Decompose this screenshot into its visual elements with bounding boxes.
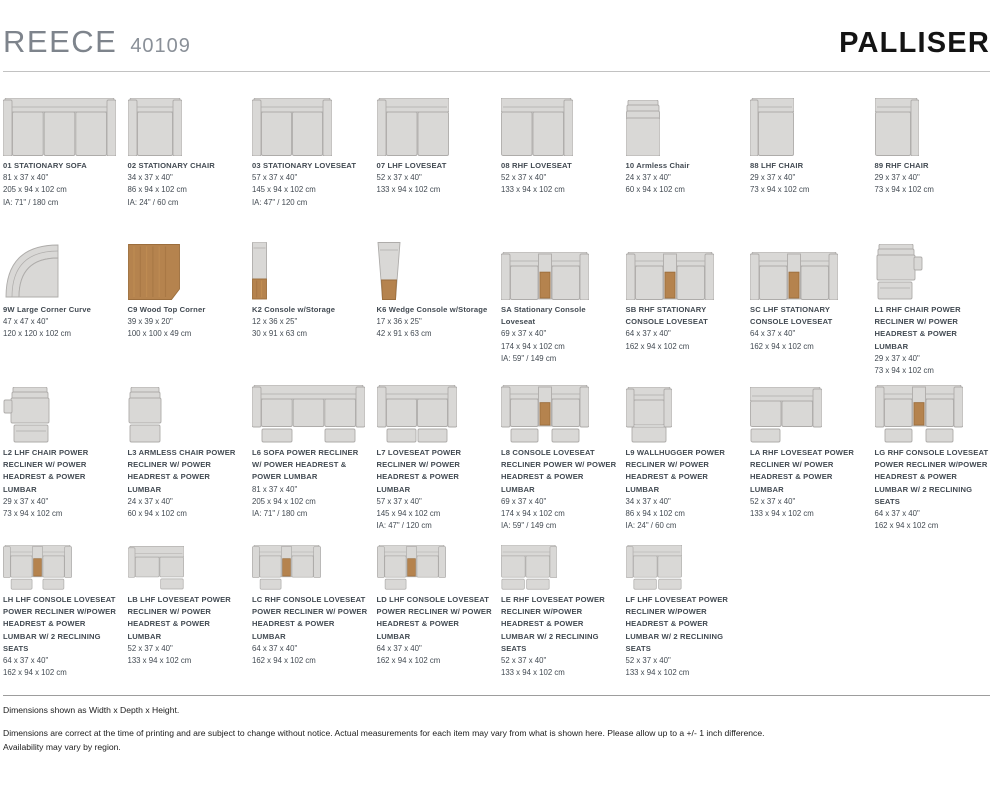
product-card bbox=[377, 238, 493, 381]
product-dimension: 133 x 94 x 102 cm bbox=[376, 185, 441, 195]
product-card bbox=[252, 94, 368, 238]
product-name: 01 STATIONARY SOFA bbox=[3, 161, 87, 170]
product-dimension: 73 x 94 x 102 cm bbox=[874, 366, 934, 376]
product-row bbox=[3, 238, 990, 381]
wedge-console-top-view-icon bbox=[377, 238, 493, 300]
product-name: 10 Armless Chair bbox=[625, 161, 690, 170]
dimensions-note: Dimensions shown as Width x Depth x Height. bbox=[3, 705, 180, 715]
recliner-loveseat-top-view-icon bbox=[377, 381, 493, 443]
product-card bbox=[501, 238, 617, 381]
product-row bbox=[3, 94, 990, 238]
product-dimension: 64 x 37 x 40" bbox=[252, 643, 298, 653]
product-dimension: IA: 71" / 180 cm bbox=[3, 197, 59, 207]
product-dimension: 162 x 94 x 102 cm bbox=[3, 668, 67, 678]
product-dimension: 24 x 37 x 40" bbox=[625, 173, 671, 183]
product-dimension: 205 x 94 x 102 cm bbox=[252, 496, 316, 506]
product-card bbox=[501, 94, 617, 238]
product-dimension: 52 x 37 x 40" bbox=[501, 173, 547, 183]
product-dimension: 52 x 37 x 40" bbox=[501, 656, 547, 666]
product-dimension: IA: 24" / 60 cm bbox=[625, 521, 677, 531]
product-dimension: 73 x 94 x 102 cm bbox=[874, 185, 934, 195]
product-dimension: 47 x 47 x 40" bbox=[3, 317, 49, 327]
product-name: L9 WALLHUGGER POWER RECLINER W/ POWER HEADREST & POWER LUMBAR bbox=[625, 448, 725, 494]
recliner-console-one-top-view-icon bbox=[377, 543, 493, 590]
product-dimension: 145 x 94 x 102 cm bbox=[252, 185, 316, 195]
product-row bbox=[3, 543, 990, 695]
brand-logo: PALLISER bbox=[839, 27, 990, 59]
console-top-view-icon bbox=[252, 238, 368, 300]
product-dimension: 162 x 94 x 102 cm bbox=[376, 656, 441, 666]
product-card bbox=[128, 94, 244, 238]
product-name: LE RHF LOVESEAT POWER RECLINER W/POWER HEADREST & POWER LUMBAR W/ 2 RECLINING SEATS bbox=[501, 595, 605, 653]
recliner-loveseat-one-rhf-top-view-icon bbox=[750, 381, 866, 443]
recliner-loveseat-two-rhf-top-view-icon bbox=[501, 543, 617, 590]
chair-top-view-icon bbox=[128, 94, 244, 156]
product-name: LD LHF CONSOLE LOVESEAT POWER RECLINER W/ POWER HEADREST & POWER LUMBAR bbox=[376, 595, 492, 641]
product-dimension: 73 x 94 x 102 cm bbox=[750, 185, 810, 195]
product-dimension: 64 x 37 x 40" bbox=[3, 656, 49, 666]
product-dimension: 12 x 36 x 25" bbox=[252, 317, 298, 327]
product-name: L6 SOFA POWER RECLINER W/ POWER HEADREST & POWER LUMBAR bbox=[252, 448, 359, 482]
product-dimension: 133 x 94 x 102 cm bbox=[501, 668, 565, 678]
product-dimension: 24 x 37 x 40" bbox=[127, 496, 173, 506]
product-dimension: 39 x 39 x 20" bbox=[127, 317, 173, 327]
product-dimension: 86 x 94 x 102 cm bbox=[127, 185, 187, 195]
product-dimension: 57 x 37 x 40" bbox=[252, 173, 298, 183]
product-card bbox=[501, 543, 617, 695]
chair-lhf-top-view-icon bbox=[750, 94, 866, 156]
product-card bbox=[3, 94, 119, 238]
recliner-console-loveseat-top-view-icon bbox=[3, 543, 119, 590]
product-dimension: 69 x 37 x 40" bbox=[501, 329, 547, 339]
product-dimension: 133 x 94 x 102 cm bbox=[625, 668, 690, 678]
product-dimension: 52 x 37 x 40" bbox=[376, 173, 422, 183]
product-name: 03 STATIONARY LOVESEAT bbox=[252, 161, 357, 170]
recliner-console-loveseat-top-view-icon bbox=[501, 381, 617, 443]
product-dimension: 34 x 37 x 40" bbox=[625, 496, 671, 506]
product-name: 88 LHF CHAIR bbox=[750, 161, 804, 170]
product-dimension: IA: 59" / 149 cm bbox=[501, 521, 557, 531]
product-dimension: 52 x 37 x 40" bbox=[750, 496, 796, 506]
disclaimer-line: Dimensions are correct at the time of printing and are subject to change without notice. Actual measurements for each item may vary from what is shown here. Please allow up to a +/- 1 inch difference. bbox=[3, 728, 765, 738]
product-dimension: 29 x 37 x 40" bbox=[3, 496, 49, 506]
product-dimension: 29 x 37 x 40" bbox=[874, 173, 920, 183]
product-name: K6 Wedge Console w/Storage bbox=[376, 305, 488, 314]
product-name: LC RHF CONSOLE LOVESEAT POWER RECLINER W/ POWER HEADREST & POWER LUMBAR bbox=[252, 595, 368, 641]
product-card bbox=[875, 94, 991, 238]
product-card bbox=[252, 238, 368, 381]
product-dimension: 81 x 37 x 40" bbox=[252, 484, 298, 494]
product-card bbox=[875, 238, 991, 381]
product-card bbox=[377, 543, 493, 695]
product-dimension: 60 x 94 x 102 cm bbox=[127, 509, 187, 519]
product-card bbox=[3, 238, 119, 381]
product-name: L7 LOVESEAT POWER RECLINER W/ POWER HEADREST & POWER LUMBAR bbox=[376, 448, 462, 494]
product-name: K2 Console w/Storage bbox=[252, 305, 336, 314]
product-dimension: 30 x 91 x 63 cm bbox=[252, 329, 308, 339]
product-card bbox=[626, 94, 742, 238]
disclaimer bbox=[3, 726, 990, 754]
product-name: L8 CONSOLE LOVESEAT RECLINER POWER W/ POWER HEADREST & POWER LUMBAR bbox=[501, 448, 617, 494]
product-name: 89 RHF CHAIR bbox=[874, 161, 929, 170]
recliner-console-one-top-view-icon bbox=[252, 543, 368, 590]
product-name: LG RHF CONSOLE LOVESEAT POWER RECLINER W/POWER HEADREST & POWER LUMBAR W/ 2 RECLINING SEATS bbox=[874, 448, 989, 506]
product-dimension: 57 x 37 x 40" bbox=[376, 496, 422, 506]
product-dimension: 86 x 94 x 102 cm bbox=[625, 509, 685, 519]
chair-rhf-top-view-icon bbox=[875, 94, 991, 156]
armless-chair-top-view-icon bbox=[626, 94, 742, 156]
product-name: SB RHF STATIONARY CONSOLE LOVESEAT bbox=[625, 305, 708, 327]
page-title bbox=[3, 24, 191, 60]
loveseat-rhf-top-view-icon bbox=[501, 94, 617, 156]
product-name: LB LHF LOVESEAT POWER RECLINER W/ POWER HEADREST & POWER LUMBAR bbox=[127, 595, 231, 641]
product-card bbox=[626, 381, 742, 543]
product-name: L1 RHF CHAIR POWER RECLINER W/ POWER HEADREST & POWER LUMBAR bbox=[874, 305, 961, 351]
product-dimension: 64 x 37 x 40" bbox=[750, 329, 796, 339]
console-loveseat-top-view-icon bbox=[626, 238, 742, 300]
recliner-sofa-top-view-icon bbox=[252, 381, 368, 443]
header bbox=[3, 0, 990, 60]
product-dimension: IA: 47" / 120 cm bbox=[376, 521, 432, 531]
product-card bbox=[252, 381, 368, 543]
product-dimension: 52 x 37 x 40" bbox=[625, 656, 671, 666]
product-dimension: 73 x 94 x 102 cm bbox=[3, 509, 63, 519]
availability-note: Availability may vary by region. bbox=[3, 742, 121, 752]
product-card bbox=[128, 543, 244, 695]
recliner-loveseat-two-lhf-top-view-icon bbox=[626, 543, 742, 590]
product-card bbox=[875, 381, 991, 543]
product-dimension: 64 x 37 x 40" bbox=[625, 329, 671, 339]
product-dimension: 162 x 94 x 102 cm bbox=[252, 656, 316, 666]
product-card bbox=[128, 238, 244, 381]
product-card bbox=[377, 94, 493, 238]
wood-corner-top-view-icon bbox=[128, 238, 244, 300]
product-name: LA RHF LOVESEAT POWER RECLINER W/ POWER HEADREST & POWER LUMBAR bbox=[750, 448, 854, 494]
corner-curve-top-view-icon bbox=[3, 238, 119, 300]
product-dimension: IA: 71" / 180 cm bbox=[252, 509, 308, 519]
product-card bbox=[252, 543, 368, 695]
product-dimension: 174 x 94 x 102 cm bbox=[501, 509, 565, 519]
product-card bbox=[377, 381, 493, 543]
product-row bbox=[3, 381, 990, 543]
product-dimension: 205 x 94 x 102 cm bbox=[3, 185, 67, 195]
product-dimension: IA: 47" / 120 cm bbox=[252, 197, 308, 207]
product-name: SA Stationary Console Loveseat bbox=[501, 305, 586, 327]
product-card bbox=[128, 381, 244, 543]
product-dimension: 64 x 37 x 40" bbox=[874, 509, 920, 519]
product-dimension: 29 x 37 x 40" bbox=[874, 353, 920, 363]
product-dimension: 133 x 94 x 102 cm bbox=[501, 185, 565, 195]
console-loveseat-top-view-icon bbox=[750, 238, 866, 300]
sofa-top-view-icon bbox=[3, 94, 119, 156]
product-dimension: 34 x 37 x 40" bbox=[127, 173, 173, 183]
header-divider bbox=[3, 71, 990, 72]
product-name: L2 LHF CHAIR POWER RECLINER W/ POWER HEADREST & POWER LUMBAR bbox=[3, 448, 89, 494]
product-dimension: IA: 24" / 60 cm bbox=[127, 197, 179, 207]
product-dimension: 133 x 94 x 102 cm bbox=[750, 509, 814, 519]
product-card bbox=[501, 381, 617, 543]
product-name: C9 Wood Top Corner bbox=[127, 305, 206, 314]
product-dimension: 17 x 36 x 25" bbox=[376, 317, 422, 327]
loveseat-top-view-icon bbox=[252, 94, 368, 156]
loveseat-lhf-top-view-icon bbox=[377, 94, 493, 156]
product-dimension: 145 x 94 x 102 cm bbox=[376, 509, 441, 519]
product-name: 08 RHF LOVESEAT bbox=[501, 161, 572, 170]
product-card bbox=[626, 238, 742, 381]
product-dimension: 120 x 120 x 102 cm bbox=[3, 329, 72, 339]
product-dimension: 52 x 37 x 40" bbox=[127, 643, 173, 653]
product-dimension: 162 x 94 x 102 cm bbox=[750, 341, 814, 351]
recliner-loveseat-one-lhf-top-view-icon bbox=[128, 543, 244, 590]
product-dimension: 29 x 37 x 40" bbox=[750, 173, 796, 183]
product-name: 07 LHF LOVESEAT bbox=[376, 161, 447, 170]
product-dimension: 162 x 94 x 102 cm bbox=[874, 521, 939, 531]
product-grid bbox=[3, 94, 990, 695]
recliner-armless-top-view-icon bbox=[128, 381, 244, 443]
recliner-wallhugger-top-view-icon bbox=[626, 381, 742, 443]
product-dimension: 69 x 37 x 40" bbox=[501, 496, 547, 506]
product-card bbox=[3, 543, 119, 695]
recliner-console-loveseat-top-view-icon bbox=[875, 381, 991, 443]
product-name: SC LHF STATIONARY CONSOLE LOVESEAT bbox=[750, 305, 833, 327]
product-name: 02 STATIONARY CHAIR bbox=[127, 161, 215, 170]
product-dimension: IA: 59" / 149 cm bbox=[501, 353, 557, 363]
recliner-chair-lhf-top-view-icon bbox=[3, 381, 119, 443]
product-dimension: 60 x 94 x 102 cm bbox=[625, 185, 685, 195]
product-card bbox=[750, 381, 866, 543]
product-card bbox=[3, 381, 119, 543]
product-dimension: 64 x 37 x 40" bbox=[376, 643, 422, 653]
recliner-chair-rhf-top-view-icon bbox=[875, 238, 991, 300]
product-card bbox=[626, 543, 742, 695]
product-dimension: 162 x 94 x 102 cm bbox=[625, 341, 690, 351]
product-name: L3 ARMLESS CHAIR POWER RECLINER W/ POWER HEADREST & POWER LUMBAR bbox=[127, 448, 236, 494]
product-dimension: 42 x 91 x 63 cm bbox=[376, 329, 432, 339]
collection-name: REECE bbox=[3, 24, 118, 59]
product-dimension: 133 x 94 x 102 cm bbox=[127, 656, 192, 666]
product-card bbox=[750, 238, 866, 381]
product-dimension: 81 x 37 x 40" bbox=[3, 173, 49, 183]
product-name: LH LHF CONSOLE LOVESEAT POWER RECLINER W/POWER HEADREST & POWER LUMBAR W/ 2 RECLINING SEATS bbox=[3, 595, 116, 653]
collection-number: 40109 bbox=[130, 35, 191, 57]
product-name: 9W Large Corner Curve bbox=[3, 305, 91, 314]
product-dimension: 100 x 100 x 49 cm bbox=[127, 329, 192, 339]
product-dimension: 174 x 94 x 102 cm bbox=[501, 341, 565, 351]
console-loveseat-top-view-icon bbox=[501, 238, 617, 300]
product-name: LF LHF LOVESEAT POWER RECLINER W/POWER HEADREST & POWER LUMBAR W/ 2 RECLINING SEATS bbox=[625, 595, 729, 653]
product-card bbox=[750, 94, 866, 238]
footer bbox=[3, 696, 990, 754]
